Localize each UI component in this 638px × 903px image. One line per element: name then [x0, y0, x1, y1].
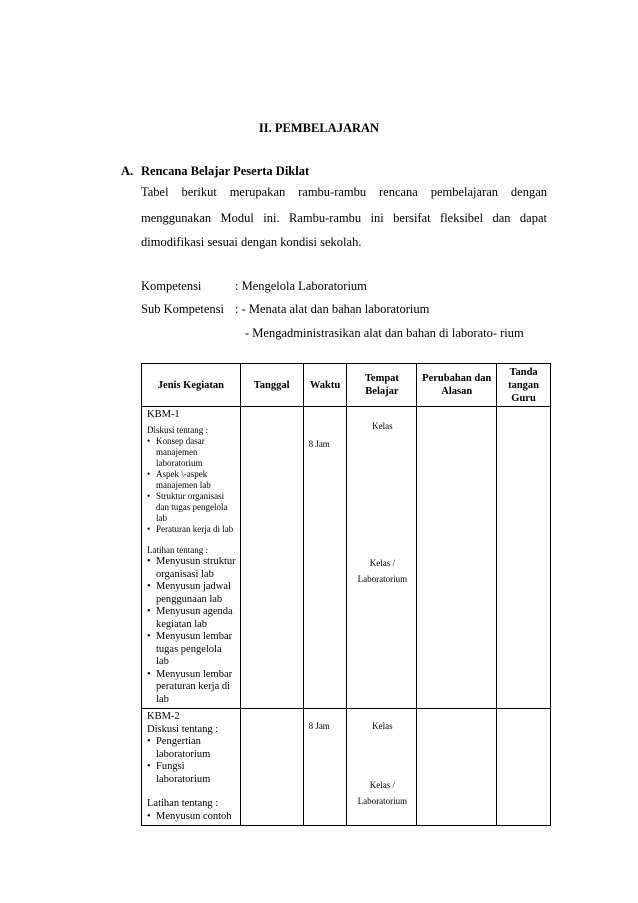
- kbm-1-jenis-cell: [142, 407, 241, 709]
- list-item: • Menyusun lembar peraturan kerja di lab: [147, 669, 236, 707]
- kompetensi-label: Kompetensi: [141, 279, 202, 293]
- kbm-2-tanggal-cell: [240, 709, 303, 826]
- list-item: • Menyusun lembar tugas pengelola lab: [147, 631, 236, 669]
- list-item: • Struktur organisasi dan tugas pengelola lab: [147, 491, 236, 524]
- kbm-2-diskusi-list: [147, 736, 236, 786]
- kbm-1-tempat-latihan-b: Laboratorium: [357, 574, 408, 584]
- header-tempat-belajar: Tempat Belajar: [347, 364, 417, 407]
- kbm-1-waktu-cell: [303, 407, 347, 709]
- kbm-2-perubahan-cell: [417, 709, 497, 826]
- list-item: • Konsep dasar manajemen laboratorium: [147, 436, 236, 469]
- sub-kompetensi-label: Sub Kompetensi: [141, 302, 224, 316]
- kbm-2-tanda-cell: [497, 709, 551, 826]
- kbm-1-perubahan-cell: [417, 407, 497, 709]
- list-item: • Menyusun jadwal penggunaan lab: [147, 581, 236, 606]
- kbm-1-diskusi-list: [147, 436, 236, 535]
- kbm-2-tempat-diskusi: Kelas: [372, 721, 393, 731]
- list-item: • Aspek \-aspek manajemen lab: [147, 469, 236, 491]
- list-item: • Fungsi laboratorium: [147, 761, 236, 786]
- table-row-kbm-1: [142, 407, 551, 709]
- kbm-1-tanggal-cell: [240, 407, 303, 709]
- kbm-2-latihan-label: Latihan tentang :: [147, 798, 219, 809]
- kbm-1-tempat-cell: [347, 407, 417, 709]
- kbm-1-tanda-cell: [497, 407, 551, 709]
- kbm-1-latihan-label: Latihan tentang :: [147, 545, 208, 555]
- header-perubahan-alasan: Perubahan dan Alasan: [417, 364, 497, 407]
- intro-line-1: Tabel berikut merupakan rambu-rambu rencana pembelajaran dengan: [141, 185, 547, 199]
- chapter-title: II. PEMBELAJARAN: [258, 121, 380, 135]
- kompetensi-value: : Mengelola Laboratorium: [235, 279, 367, 293]
- intro-line-2: menggunakan Modul ini. Rambu-rambu ini bersifat fleksibel dan dapat: [141, 211, 547, 225]
- kbm-2-tempat-latihan-b: Laboratorium: [357, 796, 408, 806]
- list-item: • Menyusun agenda kegiatan lab: [147, 606, 236, 631]
- kbm-1-tempat-latihan-a: Kelas /: [369, 558, 396, 568]
- kbm-1-diskusi-label: Diskusi tentang :: [147, 425, 208, 435]
- section-title: Rencana Belajar Peserta Diklat: [141, 164, 310, 178]
- kbm-2-title: KBM-2: [147, 711, 180, 722]
- header-waktu: Waktu: [303, 364, 347, 407]
- table-header-row: [142, 364, 551, 407]
- list-item: • Peraturan kerja di lab: [147, 524, 236, 535]
- kbm-2-diskusi-label: Diskusi tentang :: [147, 723, 219, 735]
- header-tanda-tangan-guru: Tanda tangan Guru: [497, 364, 551, 407]
- list-item: • Menyusun contoh: [147, 811, 236, 824]
- learning-plan-table: [141, 363, 551, 826]
- list-item: • Menyusun struktur organisasi lab: [147, 556, 236, 581]
- kbm-1-title: KBM-1: [147, 409, 180, 420]
- kbm-1-latihan-list: [147, 556, 236, 706]
- kbm-2-jenis-cell: [142, 709, 241, 826]
- kbm-2-tempat-cell: [347, 709, 417, 826]
- intro-line-3: dimodifikasi sesuai dengan kondisi sekolah.: [141, 235, 362, 249]
- table-row-kbm-2: [142, 709, 551, 826]
- kbm-1-tempat-diskusi: Kelas: [372, 421, 393, 431]
- kbm-2-tempat-latihan-a: Kelas /: [369, 780, 396, 790]
- kbm-2-waktu: 8 Jam: [308, 721, 330, 731]
- section-letter: A.: [121, 164, 134, 178]
- sub-kompetensi-item-1: : - Menata alat dan bahan laboratorium: [235, 302, 430, 316]
- header-jenis-kegiatan: Jenis Kegiatan: [142, 364, 241, 407]
- sub-kompetensi-item-2: - Mengadministrasikan alat dan bahan di laborato- rium: [245, 326, 524, 340]
- header-tanggal: Tanggal: [240, 364, 303, 407]
- kbm-1-waktu: 8 Jam: [308, 439, 330, 449]
- kbm-2-waktu-cell: [303, 709, 347, 826]
- kbm-2-latihan-list: [147, 811, 236, 824]
- list-item: • Pengertian laboratorium: [147, 736, 236, 761]
